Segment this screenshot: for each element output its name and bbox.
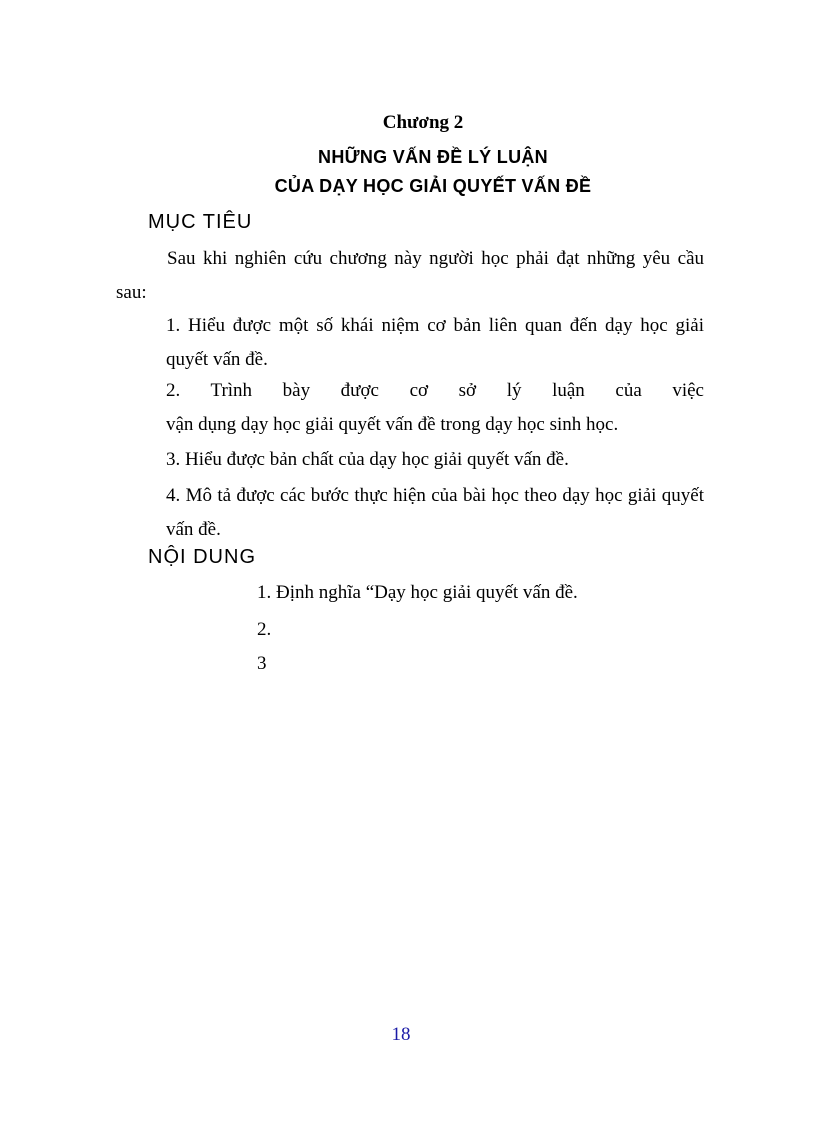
objective-item-4: 4. Mô tả được các bước thực hiện của bài học theo dạy học giải quyết vấn đề. [166,485,704,540]
objectives-intro: Sau khi nghiên cứu chương này người học phải đạt những yêu cầu sau: [116,248,704,303]
objectives-heading: MỤC TIÊU [148,211,253,233]
chapter-title-line-2: CỦA DẠY HỌC GIẢI QUYẾT VẤN ĐỀ [274,176,592,196]
objective-item-1: 1. Hiểu được một số khái niệm cơ bản liên quan đến dạy học giải quyết vấn đề. [166,315,704,370]
content-item-3: 3 [257,653,267,674]
chapter-label: Chương 2 [382,112,464,133]
content-item-2: 2. [257,619,272,640]
page-number: 18 [391,1024,411,1045]
chapter-title-line-1: NHỮNG VẤN ĐỀ LÝ LUẬN [318,147,548,167]
objective-item-2: 2. Trình bày được cơ sở lý luận của việc [166,380,704,401]
content-heading: NỘI DUNG [148,546,256,568]
objective-item-2-continued: vận dụng dạy học giải quyết vấn đề trong dạy học sinh học. [166,414,619,435]
content-item-1: 1. Định nghĩa “Dạy học giải quyết vấn đề. [257,582,578,603]
objective-item-3: 3. Hiểu được bản chất của dạy học giải quyết vấn đề. [166,449,569,470]
